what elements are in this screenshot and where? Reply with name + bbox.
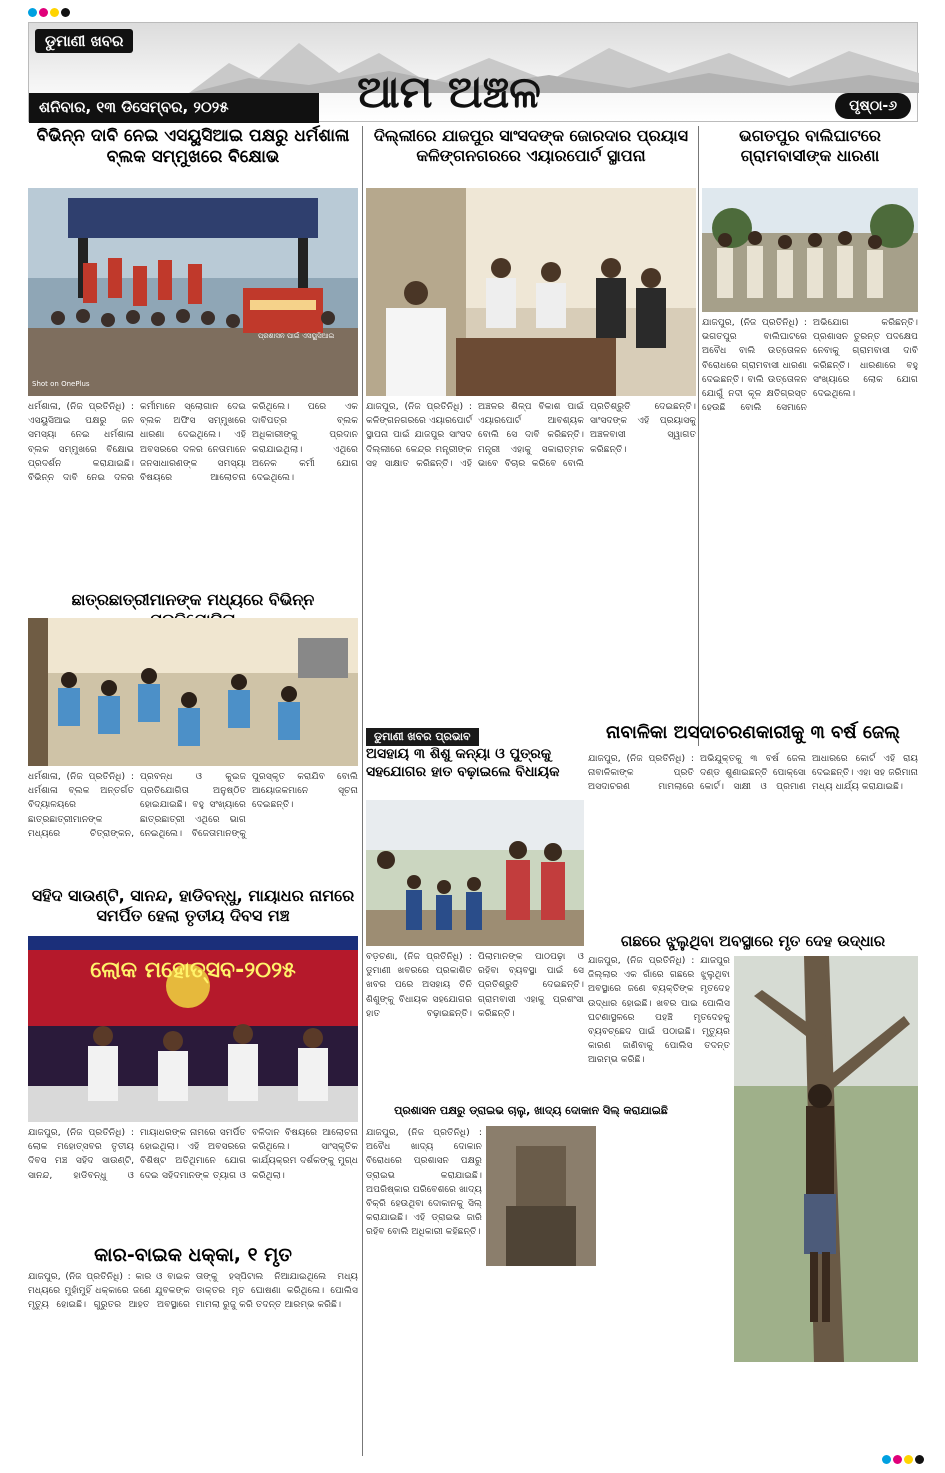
cmyk-dot-black xyxy=(915,1455,924,1464)
photo-stage xyxy=(28,936,358,1122)
headline-airport: ଦିଲ୍ଲୀରେ ଯାଜପୁର ସାଂସଦଙ୍କ ଜୋରଦାର ପ୍ରୟାସ କଳିଙ୍ଗନଗରରେ ଏୟାରପୋର୍ଟ ସ୍ଥାପନା xyxy=(373,126,689,165)
page-number: ପୃଷ୍ଠା-୬ xyxy=(835,93,911,119)
body-suci: ଧର୍ମଶାଳା, (ନିଜ ପ୍ରତିନିଧି) : ଏସୟୁସିଆଇ ପକ୍ଷରୁ ଜନ ସମସ୍ୟା ନେଇ ଧର୍ମଶାଳା ବ୍ଲକ ସମ୍ମୁଖରେ ବିକ୍ଷୋଭ ପ୍ରଦର୍ଶନ କରାଯାଇଛି। ବିଭିନ୍ନ ଦାବି ନେଇ ଦଳର କର୍ମୀମାନେ ସ୍ଲୋଗାନ ଦେଇ ବ୍ଲକ ଅଫିସ ସମ୍ମୁଖରେ ଧାରଣା ଦେଇଥିଲେ। ଏହି ଅବସରରେ ଦଳର ନେତାମାନେ ଜନସାଧାରଣଙ୍କ ସମସ୍ୟା ବିଷୟରେ ଆଲୋଚନା କରିଥିଲେ। ପରେ ଏକ ଦାବିପତ୍ର ବ୍ଲକ ଅଧିକାରୀଙ୍କୁ ପ୍ରଦାନ କରାଯାଇଥିଲା। ଏଥିରେ ଅନେକ କର୍ମୀ ଯୋଗ ଦେଇଥିଲେ। xyxy=(28,401,358,484)
body-accident: ଯାଜପୁର, (ନିଜ ପ୍ରତିନିଧି) : କାର ଓ ବାଇକ ମଧ୍ୟରେ ମୁହାଁମୁହିଁ ଧକ୍କାରେ ଜଣେ ଯୁବକଙ୍କ ମୃତ୍ୟୁ ହୋଇଛି। ଗୁରୁତର ଆହତ ଅବସ୍ଥାରେ ତାଙ୍କୁ ହସ୍ପିଟାଲ ନିଆଯାଇଥିଲେ ମଧ୍ୟ ଡାକ୍ତର ମୃତ ଘୋଷଣା କରିଥିଲେ। ପୋଲିସ ମାମଲା ରୁଜୁ କରି ତଦନ୍ତ ଆରମ୍ଭ କରିଛି। xyxy=(28,1271,358,1311)
cmyk-dot-magenta xyxy=(893,1455,902,1464)
column-rule xyxy=(362,126,363,1456)
photo-suci-protest xyxy=(28,188,358,396)
headline-suci: ବିଭିନ୍ନ ଦାବି ନେଇ ଏସୟୁସିଆଇ ପକ୍ଷରୁ ଧର୍ମଶାଳା ବ୍ଲକ ସମ୍ମୁଖରେ ବିକ୍ଷୋଭ xyxy=(36,126,350,168)
headline-competition: ଛାତ୍ରଛାତ୍ରୀମାନଙ୍କ ମଧ୍ୟରେ ବିଭିନ୍ନ xyxy=(71,590,315,609)
body-minor: ଯାଜପୁର, (ନିଜ ପ୍ରତିନିଧି) : ନାବାଳିକାଙ୍କ ପ୍ରତି ଅସଦାଚରଣ ମାମଲାରେ ଅଭିଯୁକ୍ତକୁ ୩ ବର୍ଷ ଜେଲ ଦଣ୍ଡ ଶୁଣାଇଛନ୍ତି ପୋକ୍ସୋ କୋର୍ଟ। ସାକ୍ଷୀ ଓ ପ୍ରମାଣ ଆଧାରରେ କୋର୍ଟ ଏହି ରାୟ ଦେଇଛନ୍ତି। ଏହା ସହ ଜରିମାନା ମଧ୍ୟ ଧାର୍ଯ୍ୟ କରାଯାଇଛି। xyxy=(588,753,918,793)
photo-bhagatpur-villagers xyxy=(702,188,918,312)
body-airport: ଯାଜପୁର, (ନିଜ ପ୍ରତିନିଧି) : କଳିଙ୍ଗନଗରରେ ଏୟାରପୋର୍ଟ ସ୍ଥାପନା ପାଇଁ ଯାଜପୁର ସାଂସଦ ଦିଲ୍ଲୀରେ କେନ୍ଦ୍ର ମନ୍ତ୍ରୀଙ୍କ ସହ ସାକ୍ଷାତ କରିଛନ୍ତି। ଏହି ଅଞ୍ଚଳର ଶିଳ୍ପ ବିକାଶ ପାଇଁ ଏୟାରପୋର୍ଟ ଆବଶ୍ୟକ ବୋଲି ସେ ଦାବି କରିଛନ୍ତି। ମନ୍ତ୍ରୀ ଏହାକୁ ସକାରାତ୍ମକ ଭାବେ ବିଚାର କରିବେ ବୋଲି ପ୍ରତିଶ୍ରୁତି ଦେଇଛନ୍ତି। ସାଂସଦଙ୍କ ଏହି ପ୍ରୟାସକୁ ଅଞ୍ଚଳବାସୀ ସ୍ୱାଗତ କରିଛନ୍ତି। xyxy=(366,401,696,469)
section-title: ଆମ ଅଞ୍ଚଳ xyxy=(357,67,541,118)
photo-airport-meeting xyxy=(366,188,696,396)
body-hanging: ଯାଜପୁର, (ନିଜ ପ୍ରତିନିଧି) : ଯାଜପୁର ଜିଲ୍ଲାର ଏକ ଗାଁରେ ଗଛରେ ଝୁଲୁଥିବା ଅବସ୍ଥାରେ ଜଣେ ବ୍ୟକ୍ତିଙ୍କ ମୃତଦେହ ଉଦ୍ଧାର ହୋଇଛି। ଖବର ପାଇ ପୋଲିସ ଘଟଣାସ୍ଥଳରେ ପହଞ୍ଚି ମୃତଦେହକୁ ବ୍ୟବଚ୍ଛେଦ ପାଇଁ ପଠାଇଛି। ମୃତ୍ୟୁର କାରଣ ଜାଣିବାକୁ ପୋଲିସ ତଦନ୍ତ ଆରମ୍ଭ କରିଛି। xyxy=(588,955,730,1066)
photo-tree-body xyxy=(734,956,918,1362)
body-hanging-caption xyxy=(734,1366,918,1454)
column-rule xyxy=(698,126,699,746)
headline-mla: ଅସହାୟ ୩ ଶିଶୁ କନ୍ୟା ଓ ପୁତ୍ରକୁ ସହଯୋଗର ହାତ ବଢ଼ାଇଲେ ବିଧାୟକ xyxy=(366,746,560,780)
cmyk-dot-magenta xyxy=(39,8,48,17)
cmyk-dot-black xyxy=(61,8,70,17)
body-competition: ଧର୍ମଶାଳା, (ନିଜ ପ୍ରତିନିଧି) : ଧର୍ମଶାଳା ବ୍ଲକ ଅନ୍ତର୍ଗତ ବିଦ୍ୟାଳୟରେ ଛାତ୍ରଛାତ୍ରୀମାନଙ୍କ ମଧ୍ୟରେ ଚିତ୍ରାଙ୍କନ, ପ୍ରବନ୍ଧ ଓ କୁଇଜ ପ୍ରତିଯୋଗିତା ଅନୁଷ୍ଠିତ ହୋଇଯାଇଛି। ବହୁ ସଂଖ୍ୟାରେ ଛାତ୍ରଛାତ୍ରୀ ଏଥିରେ ଭାଗ ନେଇଥିଲେ। ବିଜେତାମାନଙ୍କୁ ପୁରସ୍କୃତ କରାଯିବ ବୋଲି ଆୟୋଜକମାନେ ସୂଚନା ଦେଇଛନ୍ତି। xyxy=(28,771,358,839)
headline-fire: ପ୍ରଶାସନ ପକ୍ଷରୁ ଡ୍ରାଇଭ ଚାଲୁ, ଖାଦ୍ୟ ଦୋକାନ ସିଲ୍ କରାଯାଇଛି xyxy=(394,1104,668,1117)
headline-hanging: ଗଛରେ ଝୁଲୁଥିବା ଅବସ୍ଥାରେ ମୃତ ଦେହ ଉଦ୍ଧାର xyxy=(620,932,886,950)
masthead-date: ଶନିବାର, ୧୩ ଡିସେମ୍ବର, ୨୦୨୫ xyxy=(29,93,319,123)
photo-fire-site xyxy=(486,1126,596,1266)
headline-minor: ନାବାଳିକା ଅସଦାଚରଣକାରୀକୁ ୩ ବର୍ଷ ଜେଲ୍ xyxy=(606,722,900,743)
body-stage: ଯାଜପୁର, (ନିଜ ପ୍ରତିନିଧି) : ଲୋକ ମହୋତ୍ସବର ତୃତୀୟ ଦିବସ ମଞ୍ଚ ସହିଦ ସାଉଣ୍ଟି, ସାନନ୍ଦ, ହାଡିବନ୍ଧୁ ଓ ମାୟାଧରଙ୍କ ନାମରେ ସମର୍ପିତ ହୋଇଥିଲା। ଏହି ଅବସରରେ ବିଶିଷ୍ଟ ଅତିଥିମାନେ ଯୋଗ ଦେଇ ସହିଦମାନଙ୍କ ତ୍ୟାଗ ଓ ବଳିଦାନ ବିଷୟରେ ଆଲୋଚନା କରିଥିଲେ। ସାଂସ୍କୃତିକ କାର୍ଯ୍ୟକ୍ରମ ଦର୍ଶକଙ୍କୁ ମୁଗ୍ଧ କରିଥିଲା। xyxy=(28,1127,358,1181)
cmyk-marks-bottom xyxy=(882,1455,924,1464)
masthead-brand: ଡୁମାଣୀ ଖବର xyxy=(35,29,133,53)
cmyk-dot-cyan xyxy=(28,8,37,17)
headline-bhagatpur: ଭଗତପୁର ବାଲିଘାଟରେ ଗ୍ରାମବାସୀଙ୍କ ଧାରଣା xyxy=(739,126,881,165)
cmyk-dot-yellow xyxy=(904,1455,913,1464)
cmyk-dot-cyan xyxy=(882,1455,891,1464)
headline-stage: ସହିଦ ସାଉଣ୍ଟି, ସାନନ୍ଦ, ହାଡିବନ୍ଧୁ, ମାୟାଧର ନାମରେ ସମର୍ପିତ ହେଲା ତୃତୀୟ ଦିବସ ମଞ୍ଚ xyxy=(31,886,355,925)
cmyk-marks-top xyxy=(28,8,70,17)
cmyk-dot-yellow xyxy=(50,8,59,17)
photo-credit: Shot on OnePlus xyxy=(32,380,90,388)
body-bhagatpur: ଯାଜପୁର, (ନିଜ ପ୍ରତିନିଧି) : ଭଗତପୁର ବାଲିଘାଟରେ ଅବୈଧ ବାଲି ଉତ୍ତୋଳନ ବିରୋଧରେ ଗ୍ରାମବାସୀ ଧାରଣା ଦେଇଛନ୍ତି। ବାଲି ଉତ୍ତୋଳନ ଯୋଗୁଁ ନଦୀ କୂଳ କ୍ଷତିଗ୍ରସ୍ତ ହେଉଛି ବୋଲି ସେମାନେ ଅଭିଯୋଗ କରିଛନ୍ତି। ପ୍ରଶାସନ ତୁରନ୍ତ ପଦକ୍ଷେପ ନେବାକୁ ଗ୍ରାମବାସୀ ଦାବି କରିଛନ୍ତି। ଧାରଣାରେ ବହୁ ସଂଖ୍ୟାରେ ଲୋକ ଯୋଗ ଦେଇଥିଲେ। xyxy=(702,317,918,414)
headline-accident: କାର-ବାଇକ ଧକ୍କା, ୧ ମୃତ xyxy=(94,1244,292,1266)
body-mla: ବଡ଼ଚଣା, (ନିଜ ପ୍ରତିନିଧି) : ଡୁମାଣୀ ଖବରରେ ପ୍ରକାଶିତ ଖବର ପରେ ଅସହାୟ ତିନି ଶିଶୁଙ୍କୁ ବିଧାୟକ ସହଯୋଗର ହାତ ବଢ଼ାଇଛନ୍ତି। ପିଲାମାନଙ୍କ ପାଠପଢ଼ା ଓ ରହିବା ବ୍ୟବସ୍ଥା ପାଇଁ ସେ ପ୍ରତିଶ୍ରୁତି ଦେଇଛନ୍ତି। ଗ୍ରାମବାସୀ ଏହାକୁ ପ୍ରଶଂସା କରିଛନ୍ତି। xyxy=(366,951,584,1019)
protest-sign-text: ପ୍ରଶାସନ ପାଇଁ ଏସୟୁସିଆଇ xyxy=(258,332,335,340)
body-fire: ଯାଜପୁର, (ନିଜ ପ୍ରତିନିଧି) : ଅବୈଧ ଖାଦ୍ୟ ଦୋକାନ ବିରୋଧରେ ପ୍ରଶାସନ ପକ୍ଷରୁ ଡ୍ରାଇଭ କରାଯାଇଛି। ଅପରିଷ୍କାର ପରିବେଶରେ ଖାଦ୍ୟ ବିକ୍ରି ହେଉଥିବା ଦୋକାନକୁ ସିଲ୍ କରାଯାଇଛି। ଏହି ଡ୍ରାଇଭ ଜାରି ରହିବ ବୋଲି ଅଧିକାରୀ କହିଛନ୍ତି। xyxy=(366,1127,482,1238)
photo-competition xyxy=(28,618,358,766)
banner-title: ଲୋକ ମହୋତ୍ସବ-୨୦୨୫ xyxy=(90,958,296,983)
photo-mla-children xyxy=(366,800,584,946)
impact-tag: ଡୁମାଣୀ ଖବର ପ୍ରଭାବ xyxy=(366,728,479,746)
masthead xyxy=(28,22,918,122)
